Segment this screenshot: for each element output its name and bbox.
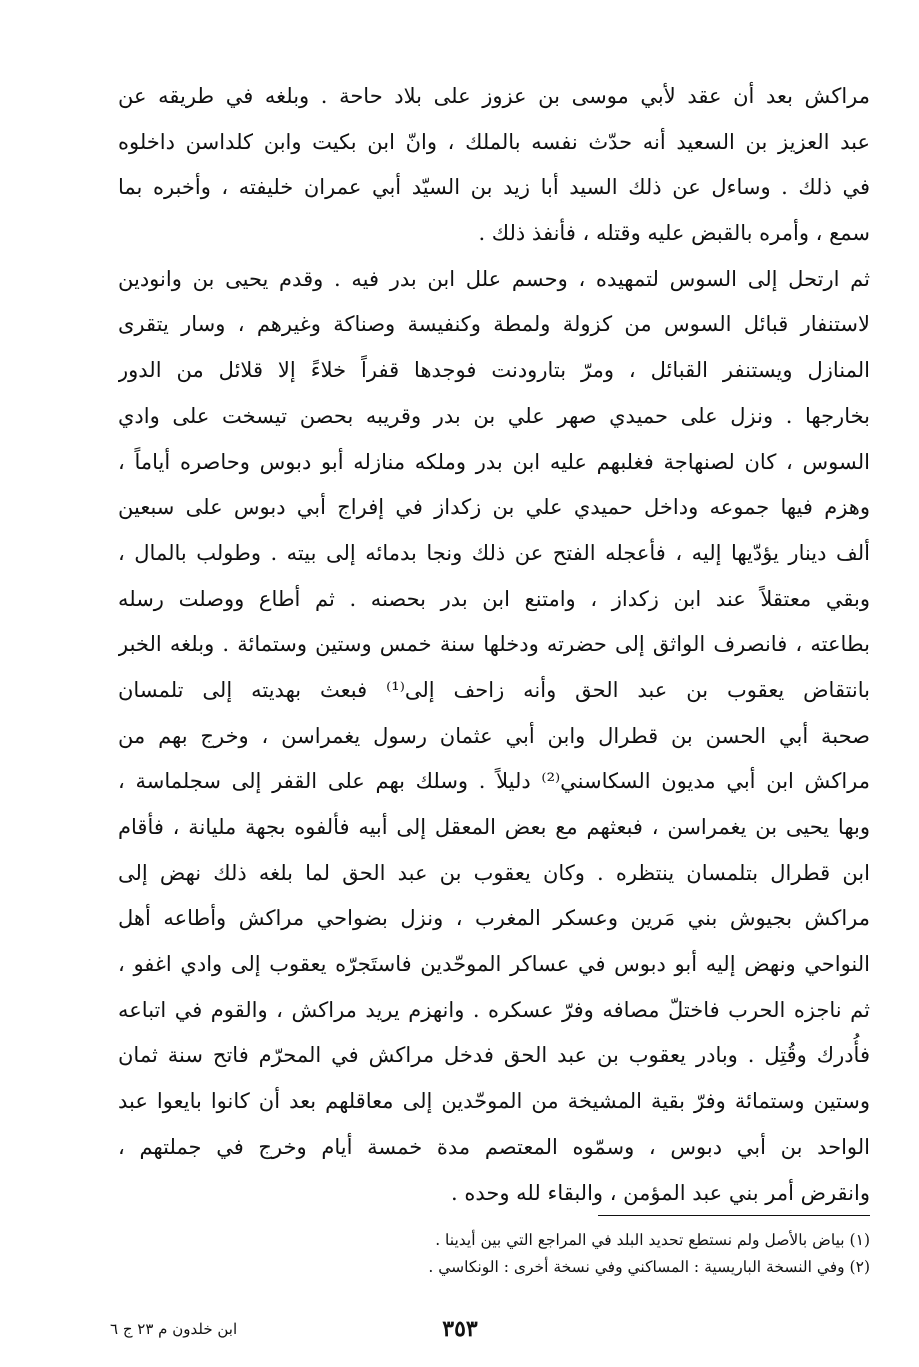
text-line: ألف دينار يؤدّيها إليه ، فأعجله الفتح عن ذلك ونجا بدمائه إلى بيته . وطولب بالمال ، bbox=[118, 540, 870, 565]
text-line: في ذلك . وساءل عن ذلك السيد أبا زيد بن السيّد أبي عمران خليفته ، وأخبره بما bbox=[118, 175, 870, 200]
text-line: وستين وستمائة وفرّ بقية المشيخة من الموحّدين إلى معاقلهم بعد أن كانوا بايعوا عبد bbox=[118, 1089, 870, 1114]
text-line: مراكش بجيوش بني مَرين وعسكر المغرب ، ونزل بضواحي مراكش وأطاعه أهل bbox=[118, 906, 870, 931]
text-line: ابن قطرال بتلمسان ينتظره . وكان يعقوب بن عبد الحق لما بلغه ذلك نهض إلى bbox=[118, 860, 870, 885]
text-line: فأُدرك وقُتِل . وبادر يعقوب بن عبد الحق فدخل مراكش في المحرّم فاتح سنة ثمان bbox=[118, 1043, 870, 1068]
text-line: وهزم فيها جموعه وداخل حميدي علي بن زكداز في إفراج أبي دبوس على سبعين bbox=[118, 495, 870, 520]
text-line: عبد العزيز بن السعيد أنه حدّث نفسه بالملك ، وانّ ابن بكيت وابن كلداسن داخلوه bbox=[118, 129, 870, 154]
footnote-divider bbox=[598, 1215, 870, 1216]
footnote-1: (١) بياض بالأصل ولم نستطع تحديد البلد في المراجع التي بين أيدينا . bbox=[435, 1231, 870, 1249]
text-line: السوس ، كان لصنهاجة فغلبهم عليه ابن بدر وملكه منازله أبو دبوس وحاصره أياماً ، bbox=[118, 449, 870, 474]
text-line: وانقرض أمر بني عبد المؤمن ، والبقاء لله وحده . bbox=[450, 1180, 870, 1205]
text-line: ثم ناجزه الحرب فاختلّ مصافه وفرّ عسكره . وانهزم يريد مراكش ، والقوم في اتباعه bbox=[118, 997, 870, 1022]
text-line: الواحد بن أبي دبوس ، وسمّوه المعتصم مدة خمسة أيام وخرج في جملتهم ، bbox=[118, 1134, 870, 1159]
body-text bbox=[118, 74, 870, 1216]
text-line: بانتقاض يعقوب بن عبد الحق وأنه زاحف إلى⁽¹⁾ فبعث بهديته إلى تلمسان bbox=[118, 677, 870, 702]
book-reference: ابن خلدون م ٢٣ ج ٦ bbox=[110, 1320, 238, 1338]
footnotes bbox=[300, 1227, 870, 1281]
text-line: وبقي معتقلاً عند ابن زكداز ، وامتنع ابن بدر بحصنه . ثم أطاع ووصلت رسله bbox=[118, 586, 870, 611]
text-line: بطاعته ، فانصرف الواثق إلى حضرته ودخلها سنة خمس وستين وستمائة . وبلغه الخبر bbox=[118, 632, 870, 657]
text-line: مراكش ابن أبي مديون السكاسني⁽²⁾ دليلاً . وسلك بهم على القفر إلى سجلماسة ، bbox=[118, 769, 870, 794]
text-line: وبها يحيى بن يغمراسن ، فبعثهم مع بعض المعقل إلى أبيه فألفوه بجهة مليانة ، فأقام bbox=[118, 815, 870, 839]
text-line: بخارجها . ونزل على حميدي صهر علي بن بدر وقريبه بحصن تيسخت على وادي bbox=[118, 403, 870, 428]
footnote-2: (٢) وفي النسخة الباريسية : المساكني وفي نسخة أخرى : الونكاسي . bbox=[428, 1258, 870, 1276]
text-line: لاستنفار قبائل السوس من كزولة ولمطة وكنفيسة وصناكة وغيرهم ، وسار يتقرى bbox=[118, 312, 870, 337]
text-line: ثم ارتحل إلى السوس لتمهيده ، وحسم علل ابن بدر فيه . وقدم يحيى بن وانودين bbox=[118, 266, 870, 291]
text-line: مراكش بعد أن عقد لأبي موسى بن عزوز على بلاد حاحة . وبلغه في طريقه عن bbox=[118, 84, 870, 108]
text-line: المنازل ويستنفر القبائل ، ومرّ بتارودنت فوجدها قفراً خلاءً إلا قلائل من الدور bbox=[118, 358, 870, 383]
text-line: سمع ، وأمره بالقبض عليه وقتله ، فأنفذ ذلك . bbox=[478, 221, 870, 246]
page-number: ٣٥٣ bbox=[442, 1316, 478, 1342]
text-line: صحبة أبي الحسن بن قطرال وابن أبي عثمان رسول يغمراسن ، وخرج بهم من bbox=[118, 723, 870, 748]
text-line: النواحي ونهض إليه أبو دبوس في عساكر الموحّدين فاستَجرّه يعقوب إلى وادي اغفو ، bbox=[118, 952, 870, 977]
